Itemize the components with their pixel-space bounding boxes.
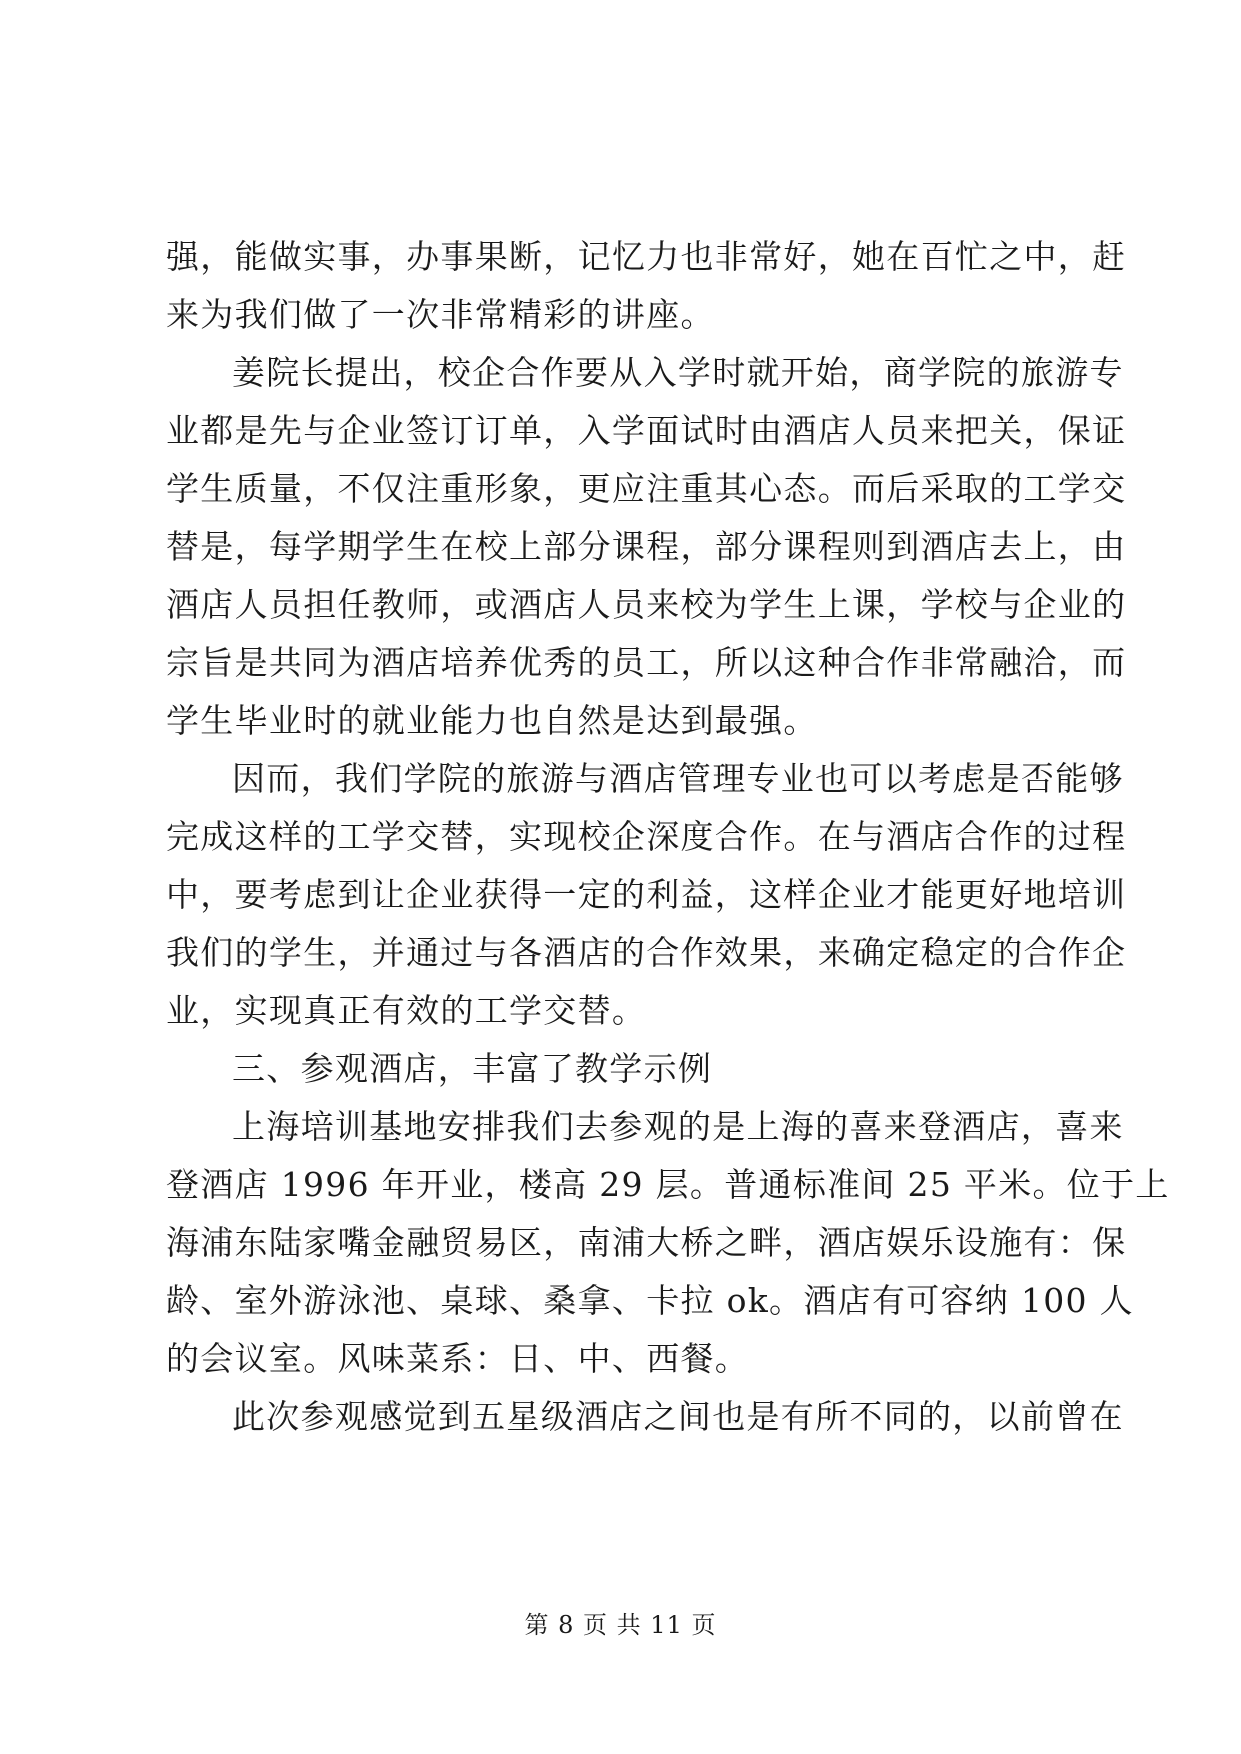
- text-line: 我们的学生，并通过与各酒店的合作效果，来确定稳定的合作企: [166, 933, 1127, 972]
- text-line: 姜院长提出，校企合作要从入学时就开始，商学院的旅游专: [232, 353, 1124, 392]
- text-line: 来为我们做了一次非常精彩的讲座。: [166, 295, 715, 334]
- text-line: 三、参观酒店，丰富了教学示例: [232, 1049, 713, 1088]
- text-line: 强，能做实事，办事果断，记忆力也非常好，她在百忙之中，赶: [166, 237, 1127, 276]
- text-line: 酒店人员担任教师，或酒店人员来校为学生上课，学校与企业的: [166, 585, 1127, 624]
- text-line: 中，要考虑到让企业获得一定的利益，这样企业才能更好地培训: [166, 875, 1127, 914]
- text-line: 学生毕业时的就业能力也自然是达到最强。: [166, 701, 818, 740]
- text-line: 此次参观感觉到五星级酒店之间也是有所不同的，以前曾在: [232, 1397, 1124, 1436]
- text-line: 完成这样的工学交替，实现校企深度合作。在与酒店合作的过程: [166, 817, 1127, 856]
- text-line: 学生质量，不仅注重形象，更应注重其心态。而后采取的工学交: [166, 469, 1127, 508]
- text-line: 替是，每学期学生在校上部分课程，部分课程则到酒店去上，由: [166, 527, 1127, 566]
- text-line: 龄、室外游泳池、桌球、桑拿、卡拉 ok。酒店有可容纳 100 人: [166, 1281, 1134, 1320]
- text-line: 宗旨是共同为酒店培养优秀的员工，所以这种合作非常融洽，而: [166, 643, 1127, 682]
- body-text: [166, 228, 1170, 1446]
- text-line: 上海培训基地安排我们去参观的是上海的喜来登酒店，喜来: [232, 1107, 1124, 1146]
- text-line: 登酒店 1996 年开业，楼高 29 层。普通标准间 25 平米。位于上: [166, 1165, 1170, 1204]
- text-line: 业，实现真正有效的工学交替。: [166, 991, 647, 1030]
- text-line: 业都是先与企业签订订单，入学面试时由酒店人员来把关，保证: [166, 411, 1127, 450]
- page-footer: 第 8 页 共 11 页: [524, 1611, 717, 1639]
- text-line: 的会议室。风味菜系：日、中、西餐。: [166, 1339, 750, 1378]
- text-line: 因而，我们学院的旅游与酒店管理专业也可以考虑是否能够: [232, 759, 1124, 798]
- text-line: 海浦东陆家嘴金融贸易区，南浦大桥之畔，酒店娱乐设施有：保: [166, 1223, 1127, 1262]
